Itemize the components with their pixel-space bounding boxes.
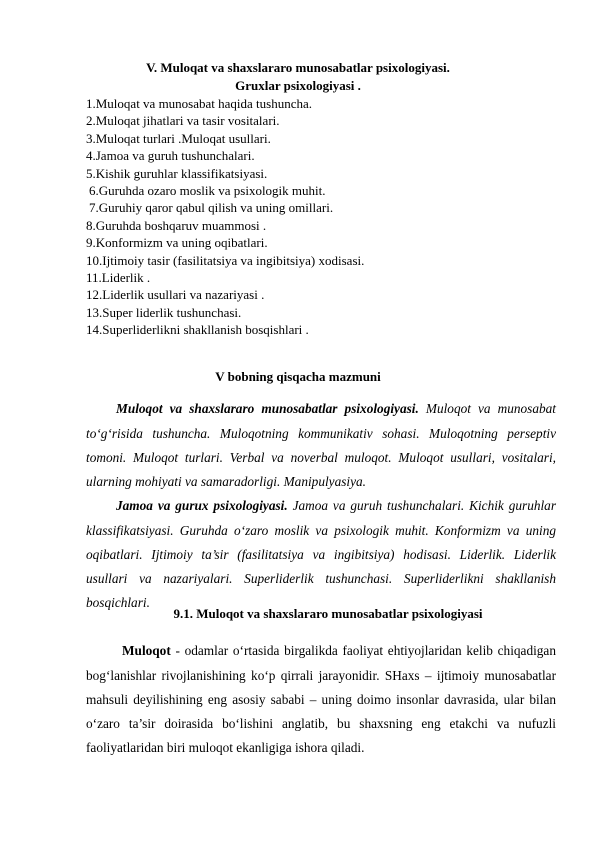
section-heading: 9.1. Muloqot va shaxslararo munosabatlar psixologiyasi [173,606,483,621]
paragraph-text: - odamlar o‘rtasida birgalikda faoliyat ehtiyojlaridan kelib chiqadigan bog‘lanishlar rivojlanishining ko‘p qirrali jarayonidir. SHaxs – ijtimoiy munosabatlar mahsuli deyilishining eng asosiy sababi – uning doimo insonlar davrasida, ular bilan o‘zaro ta’sir doirasida bo‘lishini anglatib, bu shaxsning eng etakchi va nufuzli faoliyatlaridan biri muloqot ekanligiga ishora qiladi. [86,643,556,756]
chapter-subtitle: Gruxlar psixologiyasi . [235,78,361,93]
paragraph-text: Jamoa va guruh tushunchalari. Kichik guruhlar klassifikatsiyasi. Guruhda o‘zaro moslik va psixologik muhit. Konformizm va uning oqibatlari. Ijtimoiy ta’sir (fasilitatsiya va ingibitsiya) hodisasi. Liderlik. Liderlik usullari va nazariyalari. Superliderlik tushunchasi. Superliderlikni shakllanish bosqichlari. [86,498,557,611]
plan-item: 14.Superliderlikni shakllanish bosqishlari . [86,322,309,338]
plan-item: 11.Liderlik . [86,269,151,285]
plan-item: 6.Guruhda ozaro moslik va psixologik muhit. [89,182,326,198]
chapter-title: V. Muloqat va shaxslararo munosabatlar psixologiyasi. [146,60,450,75]
paragraph-text: Muloqot va munosabat to‘g‘risida tushuncha. Muloqotning kommunikativ sohasi. Muloqotning perseptiv tomoni. Muloqot turlari. Verbal va noverbal muloqot. Muloqot usullari, vositalari, ularning mohiyati va samaradorligi. Manipulyasiya. [86,401,556,489]
paragraph-lead: Muloqot va shaxslararo munosabatlar psixologiyasi. [116,401,419,417]
section-paragraph [86,639,556,760]
plan-item: 9.Konformizm va uning oqibatlari. [86,235,268,251]
plan-item: 1.Muloqat va munosabat haqida tushuncha. [86,96,313,111]
chapter-plan-list [86,95,364,338]
plan-item: 12.Liderlik usullari va nazariyasi . [86,287,265,303]
plan-item: 3.Muloqat turlari .Muloqat usullari. [86,130,271,146]
paragraph-lead: Jamoa va gurux psixologiyasi. [116,498,288,514]
summary-paragraph-group [86,494,556,615]
plan-item: 8.Guruhda boshqaruv muammosi . [86,217,267,233]
summary-heading: V bobning qisqacha mazmuni [215,369,381,384]
paragraph-lead: Muloqot [122,643,171,659]
summary-paragraph-communication [86,397,556,494]
plan-item: 7.Guruhiy qaror qabul qilish va uning omillari. [89,200,334,216]
plan-item: 2.Muloqat jihatlari va tasir vositalari. [86,113,280,129]
plan-item: 4.Jamoa va guruh tushunchalari. [86,148,255,164]
plan-item: 5.Kishik guruhlar klassifikatsiyasi. [86,165,268,181]
plan-item: 10.Ijtimoiy tasir (fasilitatsiya va ingibitsiya) xodisasi. [86,252,365,268]
plan-item: 13.Super liderlik tushunchasi. [86,304,242,320]
